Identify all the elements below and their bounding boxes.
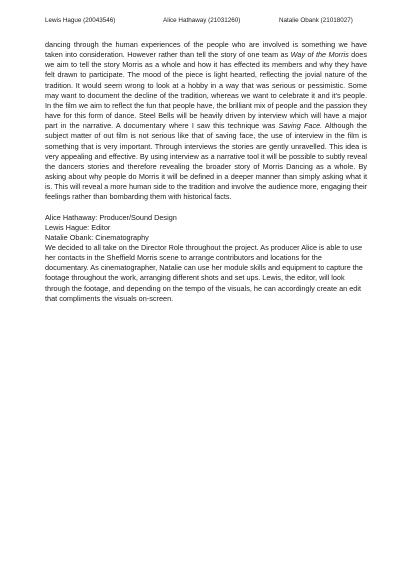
film-title-way-of-the-morris: Way of the Morris [290,50,349,60]
role-alice: Alice Hathaway: Producer/Sound Design [45,212,177,222]
paragraph-roles-description: We decided to all take on the Director Role throughout the project. As producer Alice is able to use her contacts in the Sheffield Morris scene to arrange contributors and locations for the documentary. As cinematographer, Natalie can use her module skills and equipment to capture the footage throughout the work, arranging different shots and set ups. Lewis, the editor, will look through the footage, and depending on the tempo of the visuals, he can accordingly create an edit that compliments the visuals on-screen. [45,242,363,303]
header-author-natalie: Natalie Obank (21018027) [279,17,353,24]
role-natalie: Natalie Obank: Cinematography [45,232,149,242]
header-author-alice: Alice Hathaway (21031260) [163,17,241,24]
paragraph-intro-part2: does we aim to tell the story Morris as a whole and how it has effected its members and why they have felt drawn to participate. The mood of the piece is light hearted, reflecting the jovial nature of the tradition. It would seem wrong to look at a hobby in a way that was serious or pessimistic. Some may want to document the decline of the tradition, whereas we want to celebrate it and it's people. In the film we aim to reflect the fun that people have, the brilliant mix of people and the passion they have for this form of dance. Steel Bells will be heavily driven by interview which will have a major part in the narrative. A documentary where I saw this technique was [45,50,367,131]
paragraph-intro-part1: dancing through the human experiences of the people who are involved is something we have taken into consideration. However rather than tell the story of one team as [45,40,367,60]
roles-section [45,213,367,304]
paragraph-intro-part3: Although the subject matter of out film is not serious like that of saving face, the use of interview in the film is something that is very important. Through interviews the stories are gently unravelled. This idea is very appealing and effective. By using interview as a narrative tool it will be possible to subtly reveal the dancers stories and therefore revealing the broader story of Morris Dancing as a whole. By asking about why people do Morris it will be defined in a deeper manner than simply asking what it is. This will reveal a more human side to the tradition and involve the audience more, engaging their feelings rather than bombarding them with historical facts. [45,121,367,202]
document-body [45,40,367,304]
header-author-lewis: Lewis Hague (20043546) [45,17,116,24]
paragraph-intro [45,40,367,203]
role-lewis: Lewis Hague: Editor [45,222,111,232]
film-title-saving-face: Saving Face. [278,121,323,131]
